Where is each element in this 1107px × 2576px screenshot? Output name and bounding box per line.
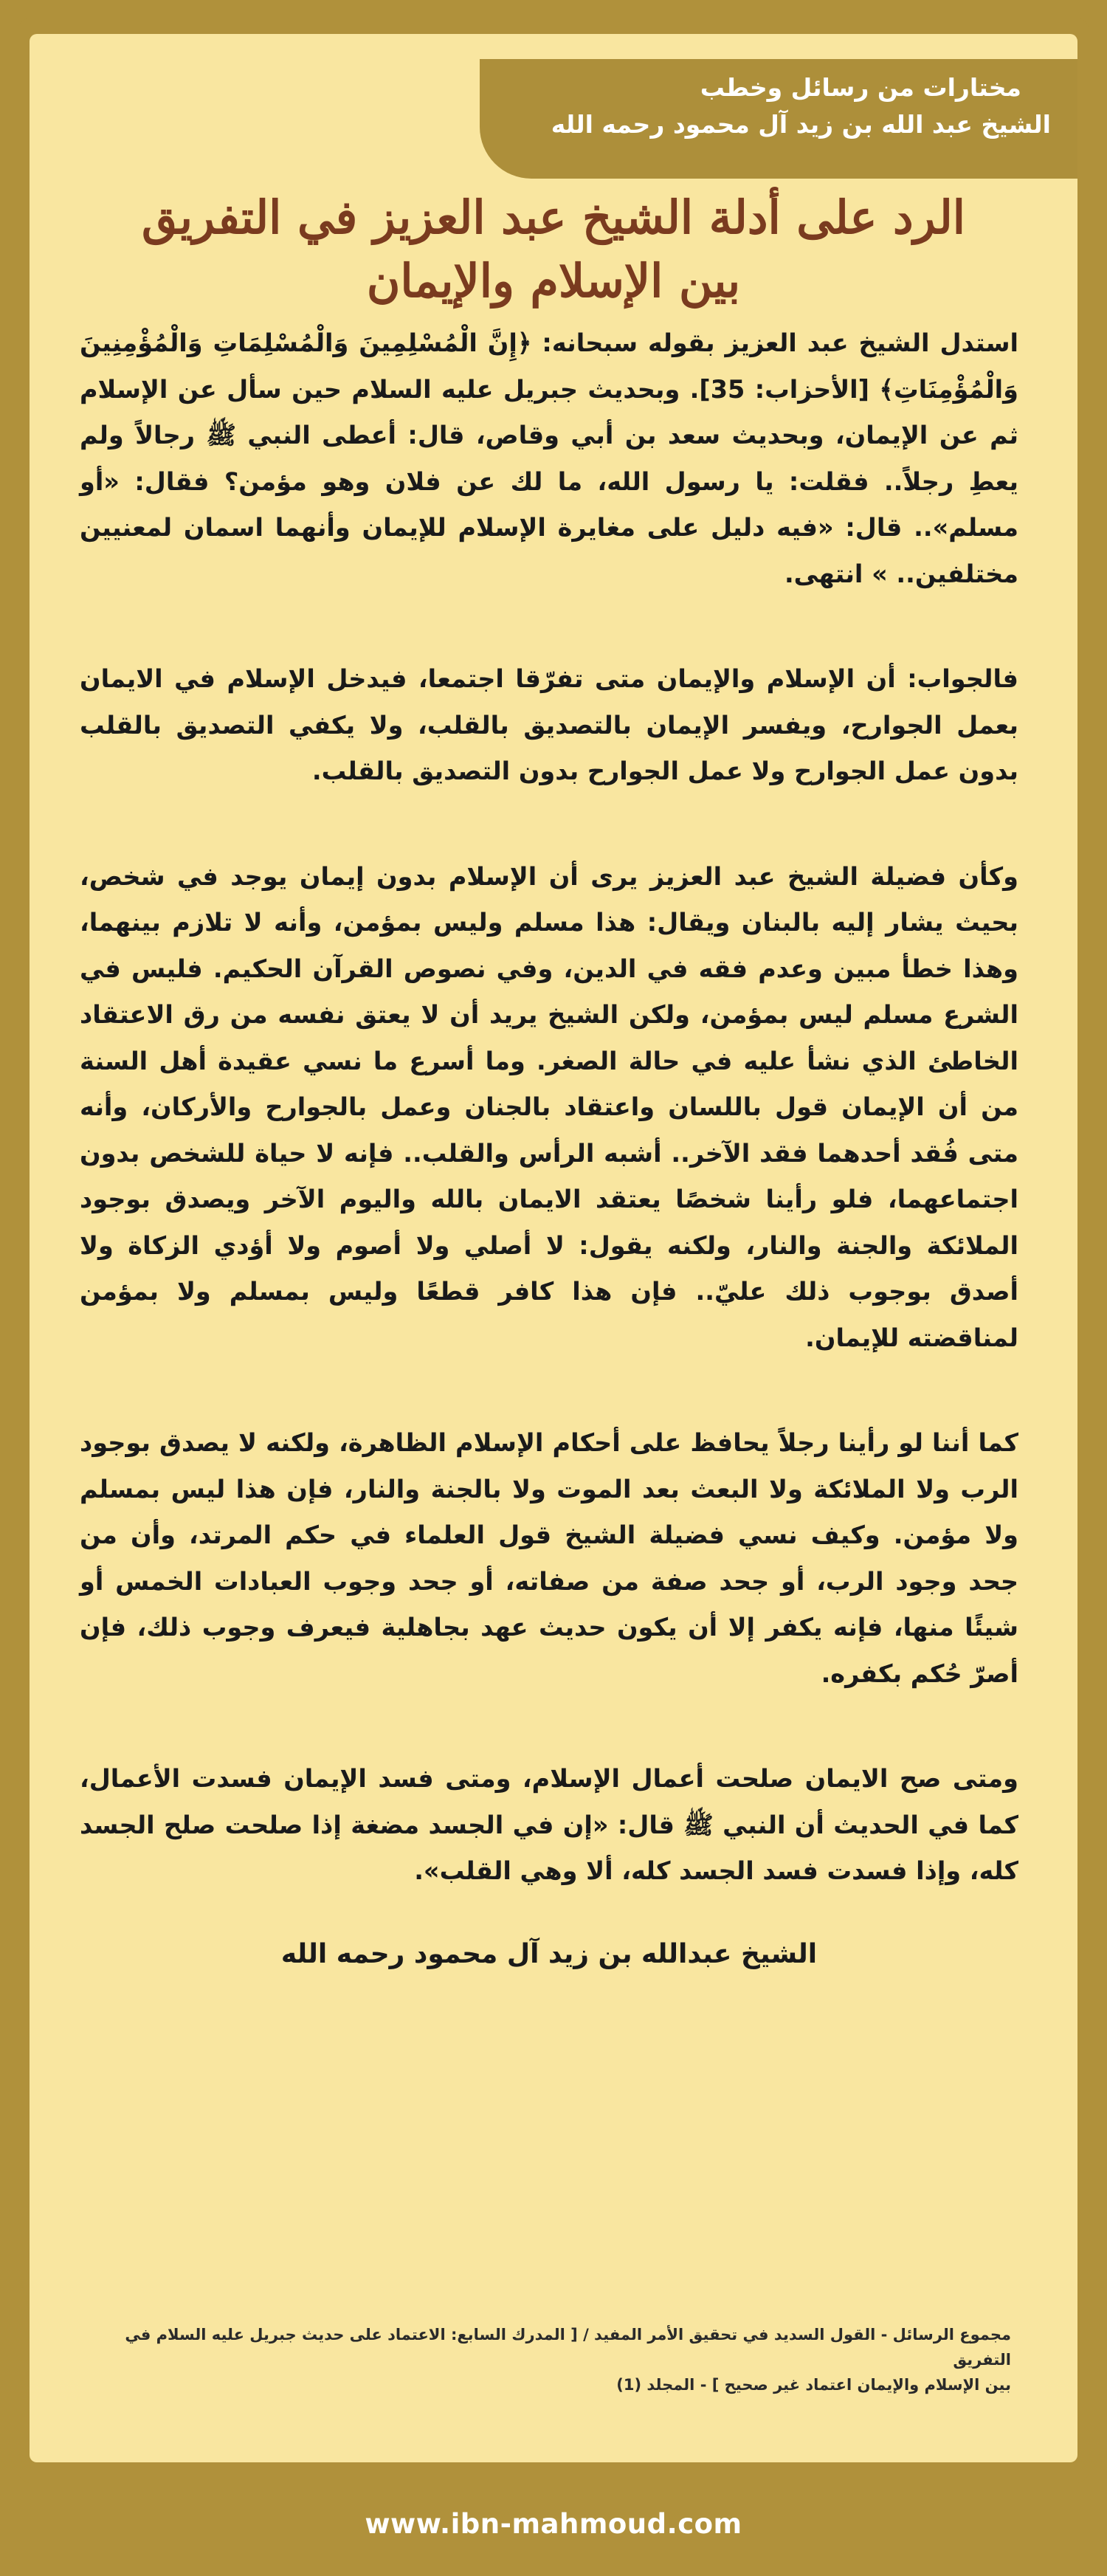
header-author: الشيخ عبد الله بن زيد آل محمود رحمه الله <box>551 110 1051 139</box>
website-link[interactable]: www.ibn-mahmoud.com <box>365 2508 742 2540</box>
paragraph-spacer <box>80 597 1018 656</box>
paragraph: وكأن فضيلة الشيخ عبد العزيز يرى أن الإسلام بدون إيمان يوجد في شخص، بحيث يشار إليه بالبنان ويقال: هذا مسلم وليس بمؤمن، وأنه لا تلازم بينهما، وهذا خطأ مبين وعدم فقه في الدين، وفي نصوص القرآن الحكيم. فليس في الشرع مسلم ليس بمؤمن، ولكن الشيخ يريد أن لا يعتق نفسه من رق الاعتقاد الخاطئ الذي نشأ عليه في حالة الصغر. وما أسرع ما نسي عقيدة أهل السنة من أن الإيمان قول باللسان واعتقاد بالجنان وعمل بالجوارح والأركان، وأنه متى فُقد أحدهما فقد الآخر.. أشبه الرأس والقلب.. فإنه لا حياة للشخص بدون اجتماعهما، فلو رأينا شخصًا يعتقد الايمان بالله واليوم الآخر ويصدق بوجود الملائكة والجنة والنار، ولكنه يقول: لا أصلي ولا أصوم ولا أؤدي الزكاة ولا أصدق بوجوب ذلك عليّ.. فإن هذا كافر قطعًا وليس بمسلم ولا بمؤمن لمناقضته للإيمان. <box>80 861 1018 1352</box>
footnote-line-2: بين الإسلام والإيمان اعتماد غير صحيح ] - المجلد (1) <box>616 2376 1011 2394</box>
header-banner <box>480 59 1077 179</box>
source-footnote <box>81 2322 1011 2397</box>
article-body <box>80 320 1018 1977</box>
paragraph: كما أننا لو رأينا رجلاً يحافظ على أحكام الإسلام الظاهرة، ولكنه لا يصدق بوجود الرب ولا الملائكة ولا البعث بعد الموت ولا بالجنة والنار، فإن هذا ليس بمسلم ولا مؤمن. وكيف نسي فضيلة الشيخ قول العلماء في حكم المرتد، وأن من جحد وجود الرب، أو جحد صفة من صفاته، أو جحد وجوب العبادات الخمس أو شيئًا منها، فإنه يكفر إلا أن يكون حديث عهد بجاهلية فيعرف وجوب ذلك، فإن أصرّ حُكم بكفره. <box>80 1428 1018 1688</box>
title-line-1: الرد على أدلة الشيخ عبد العزيز في التفريق <box>142 190 965 244</box>
paragraph-spacer <box>80 1895 1018 1932</box>
title-line-2: بين الإسلام والإيمان <box>366 254 741 308</box>
author-signature: الشيخ عبدالله بن زيد آل محمود رحمه الله <box>280 1938 818 1969</box>
page-title <box>74 186 1033 313</box>
header-subtitle: مختارات من رسائل وخطب <box>700 73 1021 102</box>
paragraph-spacer <box>80 1361 1018 1420</box>
paragraph: استدل الشيخ عبد العزيز بقوله سبحانه: ﴿إِنَّ الْمُسْلِمِينَ وَالْمُسْلِمَاتِ وَالْمُؤْمِنِينَ وَالْمُؤْمِنَاتِ﴾ [الأحزاب: 35]. وبحديث جبريل عليه السلام حين سأل عن الإسلام ثم عن الإيمان، وبحديث سعد بن أبي وقاص، قال: أعطى النبي ﷺ رجالاً ولم يعطِ رجلاً.. فقلت: يا رسول الله، ما لك عن فلان وهو مؤمن؟ فقال: «أو مسلم».. قال: «فيه دليل على مغايرة الإسلام للإيمان وأنهما اسمان لمعنيين مختلفين.. » انتهى. <box>80 328 1018 588</box>
paragraph-spacer <box>80 795 1018 854</box>
paragraph: فالجواب: أن الإسلام والإيمان متى تفرّقا اجتمعا، فيدخل الإسلام في الايمان بعمل الجوارح، ويفسر الإيمان بالتصديق بالقلب، ولا يكفي التصديق بالقلب بدون عمل الجوارح ولا عمل الجوارح بدون التصديق بالقلب. <box>80 664 1018 785</box>
content-page <box>30 34 1077 2462</box>
footnote-line-1: مجموع الرسائل - القول السديد في تحقيق الأمر المفيد / [ المدرك السابع: الاعتماد على حديث جبريل عليه السلام في التفريق <box>125 2326 1011 2369</box>
paragraph-spacer <box>80 1697 1018 1756</box>
paragraph: ومتى صح الايمان صلحت أعمال الإسلام، ومتى فسد الإيمان فسدت الأعمال، كما في الحديث أن النبي ﷺ قال: «إن في الجسد مضغة إذا صلحت صلح الجسد كله، وإذا فسدت فسد الجسد كله، ألا وهي القلب». <box>80 1764 1018 1885</box>
